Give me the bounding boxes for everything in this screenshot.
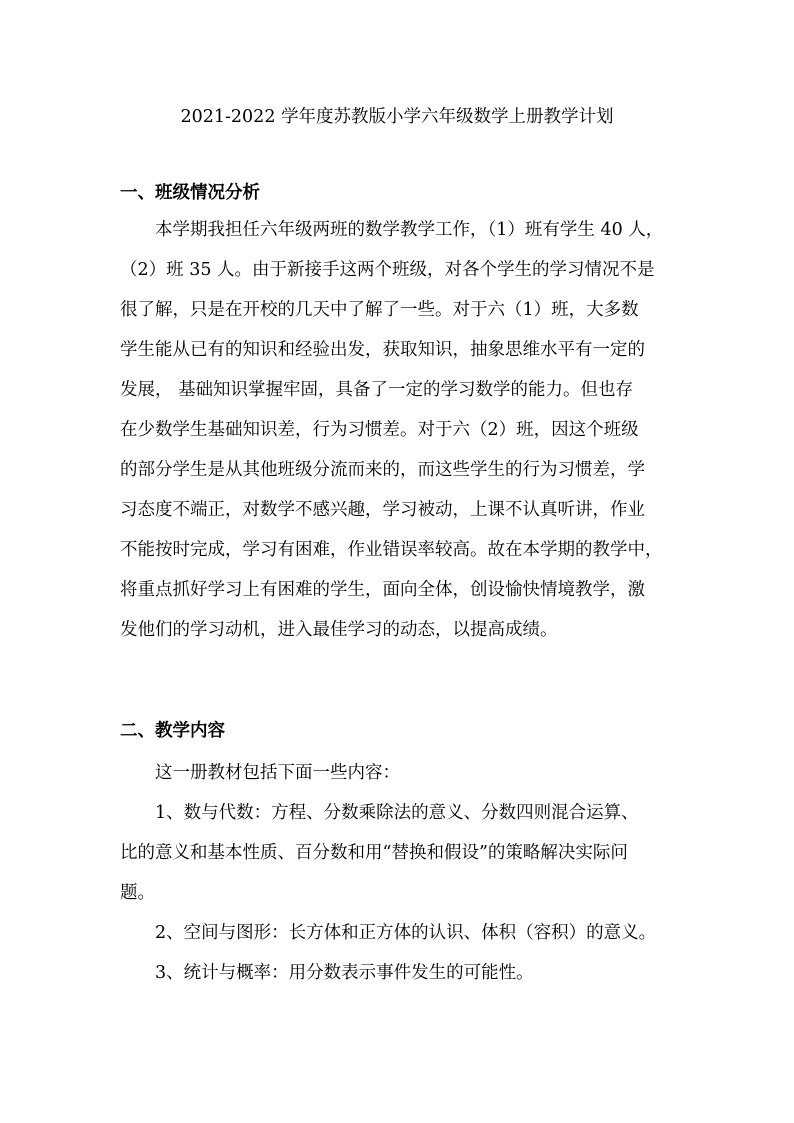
content-item-number-algebra-cont: 比的意义和基本性质、百分数和用“替换和假设”的策略解决实际问: [120, 843, 628, 863]
paragraph-line: 不能按时完成，学习有困难，作业错误率较高。故在本学期的教学中，: [120, 540, 663, 560]
content-item-space-geometry: 2、空间与图形：长方体和正方体的认识、体积（容积）的意义。: [155, 923, 657, 943]
section-heading-teaching-content: 二、教学内容: [120, 721, 225, 741]
paragraph-line: 在少数学生基础知识差，行为习惯差。对于六（2）班，因这个班级: [120, 420, 639, 440]
paragraph-line: 发他们的学习动机，进入最佳学习的动态，以提高成绩。: [120, 620, 558, 640]
paragraph-line: 很了解，只是在开校的几天中了解了一些。对于六（1）班，大多数: [120, 300, 639, 320]
section-heading-class-analysis: 一、班级情况分析: [120, 183, 260, 203]
teaching-content-list: [120, 753, 675, 993]
paragraph-line: 的部分学生是从其他班级分流而来的，而这些学生的行为习惯差，学: [120, 460, 645, 480]
paragraph-line: 发展， 基础知识掌握牢固，具备了一定的学习数学的能力。但也存: [120, 380, 634, 400]
paragraph-line: 将重点抓好学习上有困难的学生，面向全体，创设愉快情境教学，激: [120, 580, 645, 600]
class-analysis-paragraph: [120, 210, 675, 650]
content-item-number-algebra-end: 题。: [120, 883, 155, 903]
paragraph-line: 习态度不端正，对数学不感兴趣，学习被动，上课不认真听讲，作业: [120, 500, 645, 520]
content-item-statistics-probability: 3、统计与概率：用分数表示事件发生的可能性。: [155, 963, 534, 983]
paragraph-line: 学生能从已有的知识和经验出发，获取知识，抽象思维水平有一定的: [120, 340, 645, 360]
teaching-content-intro: 这一册教材包括下面一些内容：: [155, 763, 400, 783]
document-title: 2021-2022 学年度苏教版小学六年级数学上册教学计划: [180, 107, 614, 127]
content-item-number-algebra: 1、数与代数：方程、分数乘除法的意义、分数四则混合运算、: [155, 803, 639, 823]
paragraph-line: （2）班 35 人。由于新接手这两个班级，对各个学生的学习情况不是: [120, 260, 655, 280]
paragraph-line: 本学期我担任六年级两班的数学教学工作，（1）班有学生 40 人，: [155, 220, 664, 240]
